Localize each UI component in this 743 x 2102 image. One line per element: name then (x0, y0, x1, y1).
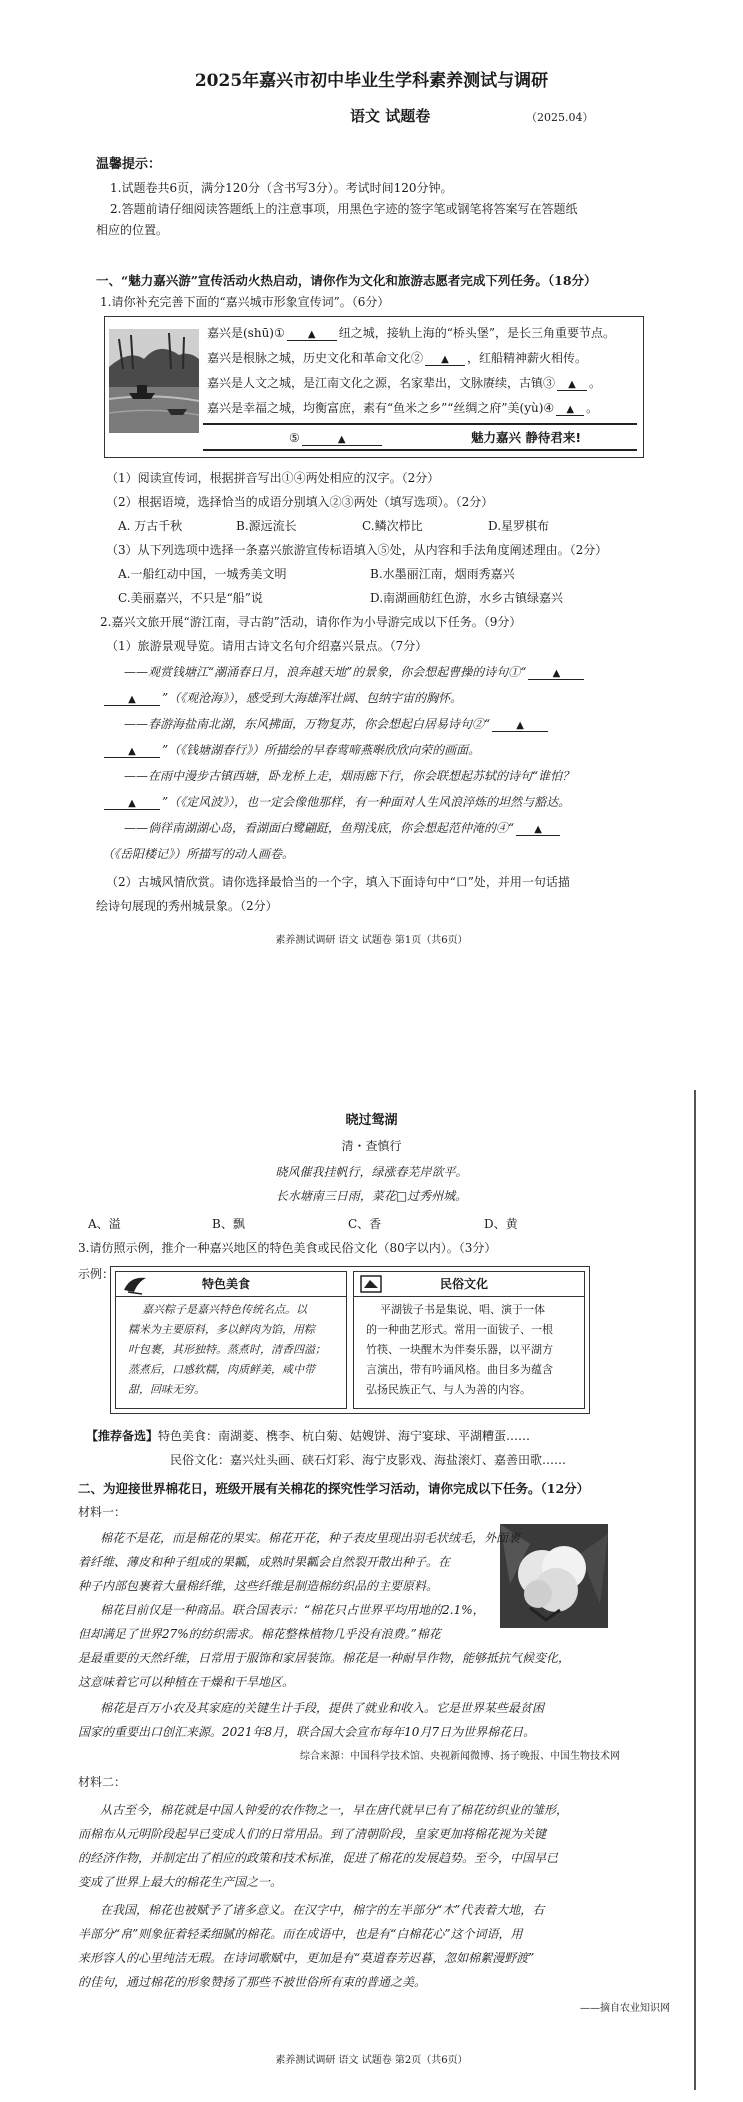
poem-option-c[interactable]: C、香 (348, 1217, 382, 1231)
exam-title: 2025年嘉兴市初中毕业生学科素养测试与调研 (194, 71, 549, 91)
exam-date: （2025.04） (526, 111, 594, 124)
material-1-line-1: 棉花不是花，而是棉花的果实。棉花开花，种子表皮里现出羽毛状绒毛，外面裹 (100, 1531, 521, 1545)
page-2-footer: 素养测试调研 语文 试题卷 第2页（共6页） (275, 2055, 468, 2066)
q2-1-line-7: ——倘徉南湖湖心岛，看湖面白鹭翩跹，鱼翔浅底，你会想起范仲淹的④“ ▲ (124, 820, 562, 837)
material-2-line-3: 的经济作物，并制定出了相应的政策和技术标准，促进了棉花的发展趋势。至今，中国早已 (78, 1851, 559, 1865)
card-food (115, 1271, 347, 1409)
blank-q2-2[interactable]: ▲ (492, 720, 548, 732)
card-folk-divider (354, 1296, 584, 1297)
card-food-divider (116, 1296, 346, 1297)
q1-2-option-a[interactable]: A. 万古千秋 (118, 519, 183, 533)
blank-q2-1b[interactable]: ▲ (104, 694, 160, 706)
card-folk-text-5: 弘扬民族正气、与人为善的内容。 (366, 1383, 531, 1396)
promo-line-3: 嘉兴是人文之城，是江南文化之源，名家辈出，文脉赓续，古镇③ ▲ 。 (207, 376, 602, 390)
q1-2-option-b[interactable]: B.源远流长 (236, 519, 297, 533)
material-2-line-8: 的佳句，通过棉花的形象赞扬了那些不被世俗所有束的普通之美。 (78, 1975, 427, 1989)
poem-option-d[interactable]: D、黄 (484, 1217, 518, 1231)
material-1-line-5: 但却满足了世界27%的纺织需求。棉花整株植物几乎没有浪费。”棉花 (78, 1627, 441, 1641)
material-1-line-4: 棉花目前仅是一种商品。联合国表示：“棉花只占世界平均用地的2.1%， (100, 1603, 485, 1617)
blank-q2-1[interactable]: ▲ (528, 668, 584, 680)
material-2-line-4: 变成了世界上最大的棉花生产国之一。 (78, 1875, 283, 1889)
material-1-line-9: 国家的重要出口创汇来源。2021年8月，联合国大会宣布每年10月7日为世界棉花日。 (78, 1725, 536, 1739)
card-food-title: 特色美食 (202, 1277, 251, 1291)
q2-1-line-4: ▲ ”（《钱塘湖春行》）所描绘的早春莺啼燕啭欣欣向荣的画面。 (102, 742, 480, 759)
material-2-line-6: 半部分“帛”则象征着轻柔细腻的棉花。而在成语中，也是有“白棉花心”这个词语，用 (78, 1927, 523, 1941)
poem-title: 晓过鸳湖 (345, 1113, 398, 1128)
q1-2-option-d[interactable]: D.星罗棋布 (488, 519, 550, 533)
card-folk-title: 民俗文化 (440, 1277, 489, 1291)
card-folk-text-4: 言演出，带有吟诵风格。曲目多为蕴含 (366, 1363, 553, 1376)
q1-3-option-a[interactable]: A.一船红动中国，一城秀美文明 (118, 567, 287, 581)
poem-line-1: 晓风催我挂帆行，绿涨春芜岸欲平。 (275, 1165, 468, 1179)
blank-3[interactable]: ▲ (557, 379, 587, 391)
card-folk-text-3: 竹筷、一块醒木为伴奏乐器，以平湖方 (366, 1343, 553, 1356)
q1-3-option-d[interactable]: D.南湖画舫红色游，水乡古镇绿嘉兴 (370, 591, 564, 605)
poem-author: 清・查慎行 (341, 1139, 402, 1153)
card-food-text-3: 叶包裹，其形独特。蒸煮时，清香四溢； (128, 1343, 326, 1356)
material-2-label: 材料二： (78, 1775, 127, 1789)
material-2-line-5: 在我国，棉花也被赋予了诸多意义。在汉字中，棉字的左半部分“木”代表着大地，右 (100, 1903, 545, 1917)
material-1-line-8: 棉花是百万小农及其家庭的关键生计手段，提供了就业和收入。它是世界某些最贫困 (100, 1701, 545, 1715)
west-lake-photo (109, 329, 199, 433)
material-1-source: 综合来源：中国科学技术馆、央视新闻微博、扬子晚报、中国生物技术网 (300, 1751, 620, 1762)
q2-1: （1）旅游景观导览。请用古诗文名句介绍嘉兴景点。（7分） (106, 639, 428, 653)
folk-icon (360, 1275, 382, 1297)
exam-page-2 (0, 1080, 743, 2102)
blank-5[interactable]: ▲ (302, 434, 382, 446)
q2-1-line-6: ▲ ”（《定风波》），也一定会像他那样，有一种面对人生风浪淬炼的坦然与豁达。 (102, 794, 570, 811)
q1-1: （1）阅读宣传词，根据拼音写出①④两处相应的汉字。（2分） (106, 471, 440, 485)
exam-page-1 (0, 0, 743, 975)
q1-3-option-c[interactable]: C.美丽嘉兴，不只是“船”说 (118, 591, 263, 605)
notice-heading: 温馨提示： (96, 157, 162, 172)
page-1-footer: 素养测试调研 语文 试题卷 第1页（共6页） (275, 935, 468, 946)
promo-slogan-band (203, 423, 637, 451)
q2-1-line-8: （《岳阳楼记》）所描写的动人画卷。 (102, 847, 295, 861)
section-2-heading: 二、为迎接世界棉花日，班级开展有关棉花的探究性学习活动，请你完成以下任务。（12分） (78, 1481, 590, 1496)
q2-2b: 绘诗句展现的秀州城景象。（2分） (96, 899, 278, 913)
card-folk (353, 1271, 585, 1409)
notice-2a: 2.答题前请仔细阅读答题纸上的注意事项，用黑色字迹的签字笔或钢笔将答案写在答题纸 (110, 202, 578, 216)
task-2-heading: 2.嘉兴文旅开展“游江南，寻古韵”活动，请你作为小导游完成以下任务。（9分） (100, 615, 522, 629)
q1-3-option-b[interactable]: B.水墨丽江南，烟雨秀嘉兴 (370, 567, 515, 581)
example-label: 示例： (78, 1267, 115, 1281)
material-1-line-2: 着纤维、薄皮和种子组成的果瓤，成熟时果瓤会自然裂开散出种子。在 (78, 1555, 451, 1569)
exam-subtitle: 语文 试题卷 (350, 107, 431, 125)
promo-slogan: 魅力嘉兴 静待君来! (471, 430, 582, 445)
material-1-label: 材料一： (78, 1505, 127, 1519)
q2-2a: （2）古城风情欣赏。请你选择最恰当的一个字，填入下面诗句中“口”处，并用一句话描 (106, 875, 570, 889)
blank-2[interactable]: ▲ (425, 354, 465, 366)
promo-line-2: 嘉兴是根脉之城，历史文化和革命文化② ▲ ，红船精神薪火相传。 (207, 351, 588, 365)
q2-1-line-3: ——春游海盐南北湖，东风拂面，万物复苏，你会想起白居易诗句②“ ▲ (124, 716, 550, 733)
blank-q2-4[interactable]: ▲ (516, 824, 560, 836)
material-2-line-7: 来形容人的心里纯洁无瑕。在诗词歌赋中，更加是有“莫道春芳迟暮，忽如棉絮漫野渡” (78, 1951, 535, 1965)
poem-option-a[interactable]: A、溢 (88, 1217, 121, 1231)
card-folk-text-1: 平湖钹子书是集说、唱、演于一体 (380, 1303, 545, 1316)
q1-3: （3）从下列选项中选择一条嘉兴旅游宣传标语填入⑤处，从内容和手法角度阐述理由。（2分） (106, 543, 608, 557)
card-folk-text-2: 的一种曲艺形式。常用一面钹子、一根 (366, 1323, 553, 1336)
card-food-text-5: 甜，回味无穷。 (128, 1383, 205, 1396)
blank-q2-2b[interactable]: ▲ (104, 746, 160, 758)
card-food-text-4: 蒸煮后，口感软糯，肉质鲜美，咸中带 (128, 1363, 315, 1376)
material-2-source: ——摘自农业知识网 (580, 2003, 670, 2014)
recommend-food: 【推荐备选】特色美食：南湖菱、槜李、杭白菊、姑嫂饼、海宁宴球、平湖糟蛋…… (86, 1429, 531, 1443)
task-1-heading: 1.请你补充完善下面的“嘉兴城市形象宣传词”。（6分） (100, 295, 390, 309)
q2-1-line-1: ——观赏钱塘江“潮涌春日月，浪奔越天地”的景象，你会想起曹操的诗句①“ ▲ (124, 664, 586, 681)
material-1-line-7: 这意味着它可以种植在干燥和干旱地区。 (78, 1675, 295, 1689)
recommend-folk: 民俗文化：嘉兴灶头画、硖石灯彩、海宁皮影戏、海盐滚灯、嘉善田歌…… (170, 1453, 567, 1467)
blank-4[interactable]: ▲ (556, 404, 584, 416)
material-1-line-3: 种子内部包裹着大量棉纤维，这些纤维是制造棉纺织品的主要原料。 (78, 1579, 439, 1593)
poem-line-2: 长水塘南三日雨，菜花□过秀州城。 (275, 1189, 468, 1203)
q1-2: （2）根据语境，选择恰当的成语分别填入②③两处（填写选项）。（2分） (106, 495, 494, 509)
slot-5: ⑤ ▲ (289, 429, 384, 447)
q2-1-line-5: ——在雨中漫步古镇西塘，卧龙桥上走，烟雨廊下行，你会联想起苏轼的诗句“谁怕？ (124, 769, 575, 783)
task-3-heading: 3.请仿照示例，推介一种嘉兴地区的特色美食或民俗文化（80字以内）。（3分） (78, 1241, 497, 1255)
material-1-line-6: 是最重要的天然纤维，日常用于服饰和家居装饰。棉花是一种耐旱作物，能够抵抗气候变化， (78, 1651, 571, 1665)
poem-option-b[interactable]: B、飘 (212, 1217, 245, 1231)
blank-1[interactable]: ▲ (287, 329, 337, 341)
notice-2b: 相应的位置。 (96, 223, 169, 237)
q2-1-line-2: ▲ ”（《观沧海》），感受到大海雄浑壮阔、包纳宇宙的胸怀。 (102, 690, 462, 707)
blank-q2-3[interactable]: ▲ (104, 798, 160, 810)
q1-2-option-c[interactable]: C.鳞次栉比 (362, 519, 423, 533)
card-food-text-1: 嘉兴粽子是嘉兴特色传统名点。以 (142, 1303, 307, 1316)
promo-box (104, 316, 644, 458)
section-1-heading: 一、“魅力嘉兴游”宣传活动火热启动，请你作为文化和旅游志愿者完成下列任务。（18分） (96, 273, 597, 288)
promo-line-1: 嘉兴是(shū)① ▲ 纽之城，接轨上海的“桥头堡”，是长三角重要节点。 (207, 326, 616, 340)
notice-1: 1.试题卷共6页，满分120分（含书写3分）。考试时间120分钟。 (110, 181, 453, 195)
material-2-line-2: 而棉布从元明阶段起早已变成人们的日常用品。到了清朝阶段，皇家更加将棉花视为关键 (78, 1827, 547, 1841)
card-food-text-2: 糯米为主要原料，多以鲜肉为馅，用粽 (128, 1323, 315, 1336)
material-2-line-1: 从古至今，棉花就是中国人钟爱的农作物之一，早在唐代就早已有了棉花纺织业的雏形， (100, 1803, 569, 1817)
example-cards (110, 1266, 590, 1414)
promo-line-4: 嘉兴是幸福之城，均衡富庶，素有“鱼米之乡”“丝绸之府”美(yù)④ ▲ 。 (207, 401, 599, 415)
recommend-label: 【推荐备选】 (86, 1429, 159, 1443)
